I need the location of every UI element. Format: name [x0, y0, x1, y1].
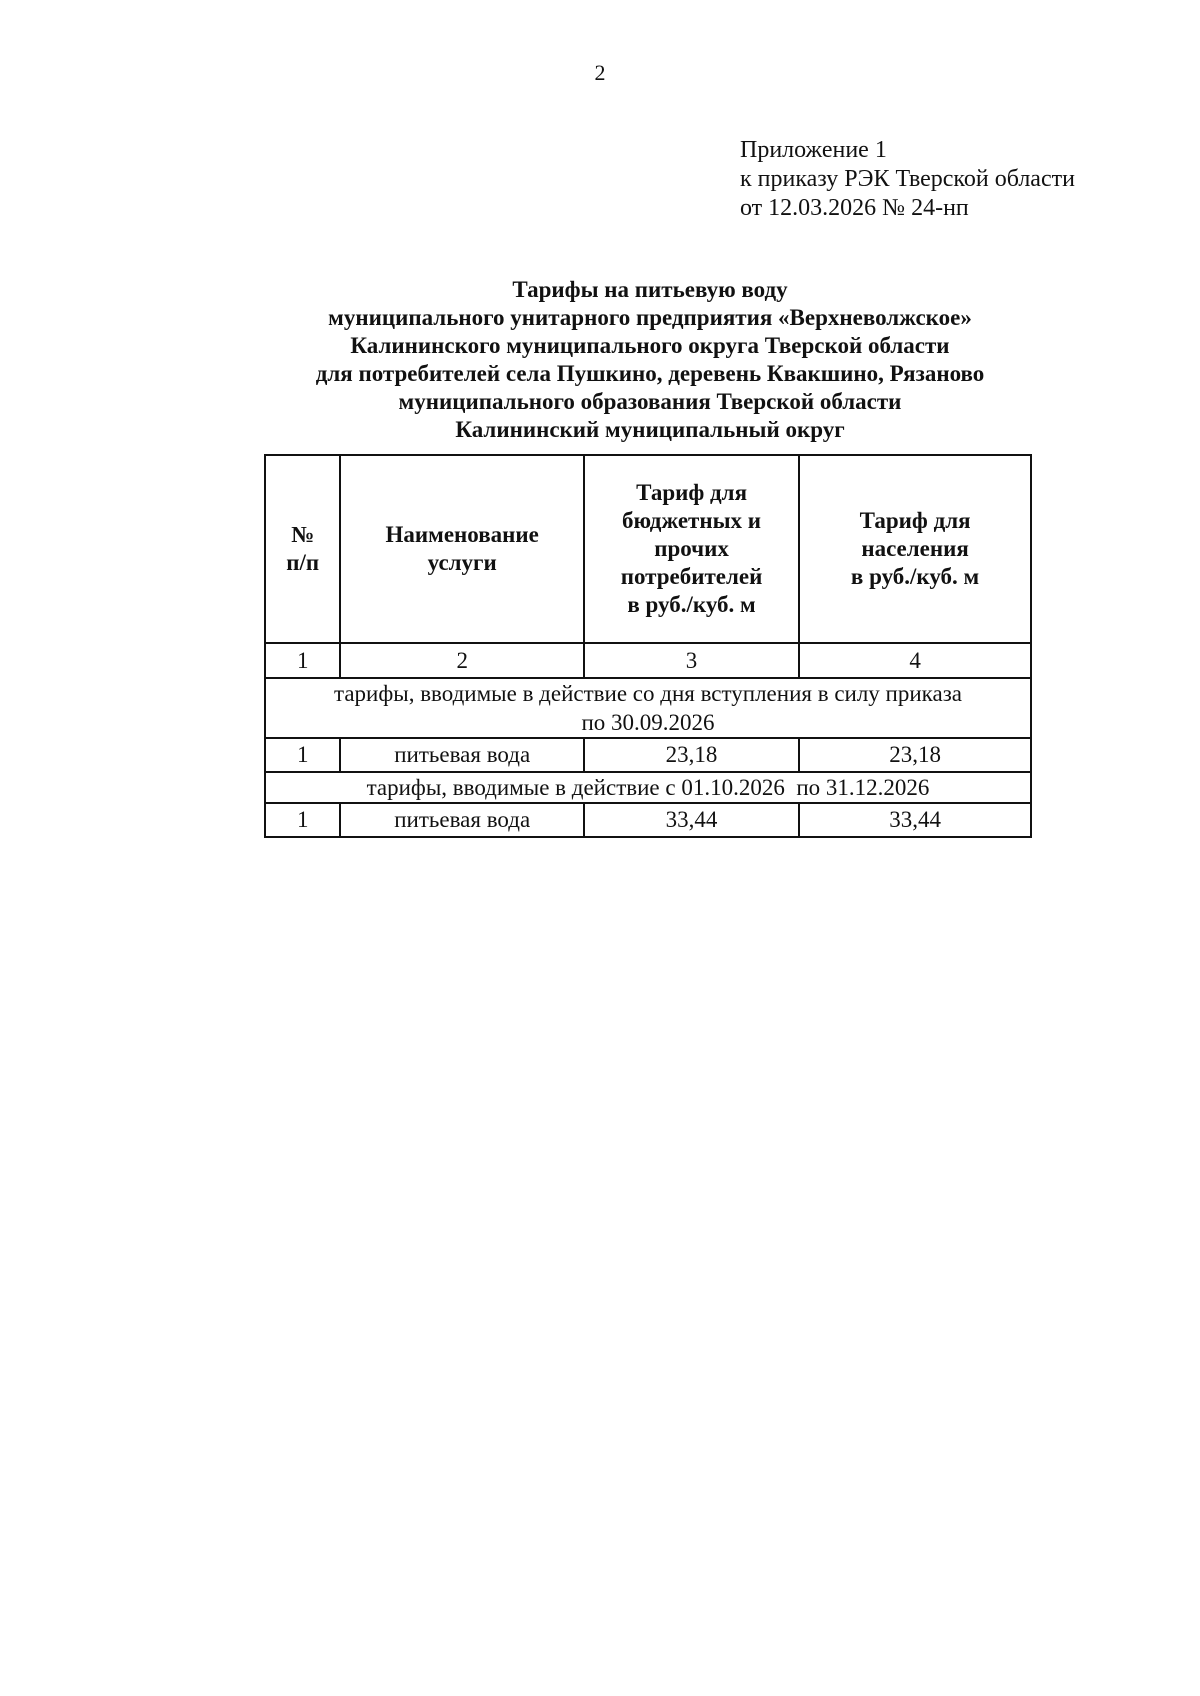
- row-number-cell: 1: [265, 803, 340, 837]
- column-number-cell: 3: [584, 643, 799, 678]
- header-tariff-budget-line: в руб./куб. м: [627, 592, 756, 617]
- appendix-line-1: Приложение 1: [740, 137, 887, 163]
- service-cell: питьевая вода: [340, 803, 583, 837]
- page-number: 2: [594, 60, 606, 85]
- period-cell-1: [265, 678, 1031, 738]
- header-number-line: п/п: [286, 550, 320, 575]
- table-header-row: [265, 455, 1031, 643]
- document-title: [160, 276, 1140, 444]
- header-service: [340, 455, 583, 643]
- table-row: [265, 738, 1031, 772]
- column-number-cell: 1: [265, 643, 340, 678]
- header-tariff-budget-line: Тариф для: [636, 480, 748, 505]
- header-number: [265, 455, 340, 643]
- header-number-line: №: [291, 522, 315, 547]
- row-number-cell: 1: [265, 738, 340, 772]
- header-tariff-budget-line: потребителей: [620, 564, 763, 589]
- header-tariff-budget-line: прочих: [654, 536, 729, 561]
- header-tariff-budget-line: бюджетных и: [622, 508, 762, 533]
- column-number-row: [265, 643, 1031, 678]
- appendix-block: [740, 136, 1075, 223]
- title-line-2: муниципального унитарного предприятия «Верхневолжское»: [328, 305, 972, 330]
- header-tariff-population-line: населения: [861, 536, 969, 561]
- title-line-4: для потребителей села Пушкино, деревень Квакшино, Рязаново: [315, 361, 985, 386]
- service-cell: питьевая вода: [340, 738, 583, 772]
- period-1-line-2: по 30.09.2026: [581, 710, 715, 735]
- title-line-3: Калининского муниципального округа Тверской области: [350, 333, 950, 358]
- header-tariff-population: [799, 455, 1031, 643]
- title-line-5: муниципального образования Тверской области: [398, 389, 902, 414]
- header-service-line: услуги: [427, 550, 497, 575]
- header-tariff-population-line: Тариф для: [859, 508, 971, 533]
- appendix-line-3: от 12.03.2026 № 24-нп: [740, 195, 969, 221]
- tariff-budget-cell: 23,18: [584, 738, 799, 772]
- table-row: [265, 803, 1031, 837]
- header-tariff-budget: [584, 455, 799, 643]
- title-line-1: Тарифы на питьевую воду: [512, 277, 788, 302]
- column-number-cell: 4: [799, 643, 1031, 678]
- tariff-budget-cell: 33,44: [584, 803, 799, 837]
- appendix-line-2: к приказу РЭК Тверской области: [740, 166, 1075, 192]
- period-cell-2: тарифы, вводимые в действие с 01.10.2026 по 31.12.2026: [265, 772, 1031, 803]
- header-tariff-population-line: в руб./куб. м: [850, 564, 980, 589]
- header-service-line: Наименование: [385, 522, 539, 547]
- period-row-2: [265, 772, 1031, 803]
- period-1-line-1: тарифы, вводимые в действие со дня вступления в силу приказа: [333, 681, 963, 706]
- period-row-1: [265, 678, 1031, 738]
- tariff-table: [264, 454, 1032, 838]
- tariff-population-cell: 33,44: [799, 803, 1031, 837]
- title-line-6: Калининский муниципальный округ: [455, 417, 845, 442]
- tariff-population-cell: 23,18: [799, 738, 1031, 772]
- column-number-cell: 2: [340, 643, 583, 678]
